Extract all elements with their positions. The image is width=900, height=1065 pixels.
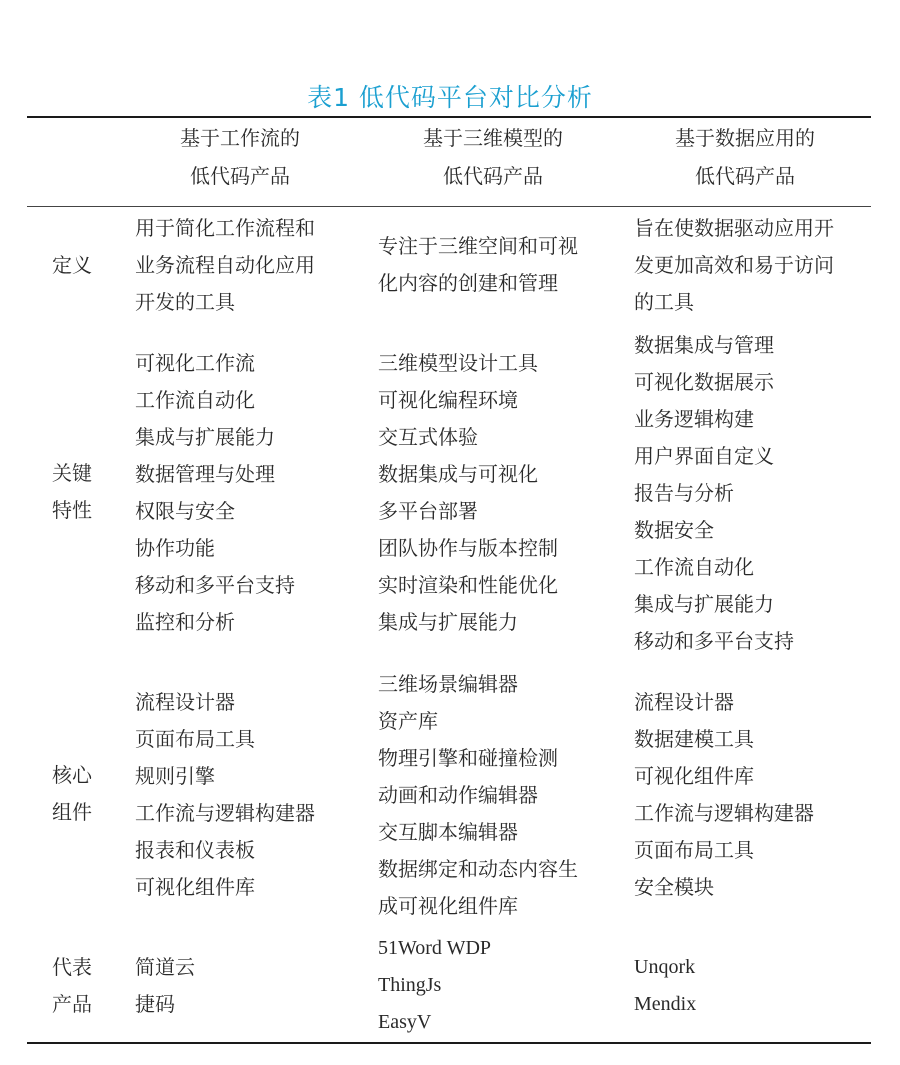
definition-data-cell — [634, 210, 834, 321]
row-label-components — [52, 757, 112, 831]
cell-line: 报表和仪表板 — [135, 838, 255, 862]
cell-line: 规则引擎 — [135, 764, 215, 788]
cell-line: 发更加高效和易于访问 — [634, 253, 834, 277]
row-label-line: 产品 — [52, 992, 92, 1016]
cell-line: 集成与扩展能力 — [634, 592, 774, 616]
row-label-definition — [52, 247, 112, 284]
cell-line: Unqork — [634, 956, 696, 978]
definition-3d-cell — [378, 228, 578, 302]
cell-line: 捷码 — [135, 992, 175, 1016]
cell-line: 开发的工具 — [135, 290, 235, 314]
features-3d-cell — [378, 345, 558, 641]
cell-line: 数据建模工具 — [634, 727, 754, 751]
cell-line: 多平台部署 — [378, 499, 478, 523]
cell-line: 页面布局工具 — [135, 727, 255, 751]
cell-line: 的工具 — [634, 290, 694, 314]
cell-line: 三维模型设计工具 — [378, 351, 538, 375]
cell-line: 数据安全 — [634, 518, 714, 542]
cell-line: 报告与分析 — [634, 481, 734, 505]
cell-line: 业务流程自动化应用 — [135, 253, 315, 277]
cell-line: 集成与扩展能力 — [378, 610, 518, 634]
cell-line: Mendix — [634, 993, 697, 1015]
cell-line: 可视化数据展示 — [634, 370, 774, 394]
row-label-line: 核心 — [52, 763, 92, 787]
cell-line: 业务逻辑构建 — [634, 407, 754, 431]
cell-line: 交互脚本编辑器 — [378, 820, 518, 844]
table-bottom-rule — [27, 1042, 871, 1044]
header-line: 低代码产品 — [190, 164, 290, 188]
cell-line: 安全模块 — [634, 875, 714, 899]
cell-line: 工作流与逻辑构建器 — [634, 801, 814, 825]
row-label-products — [52, 949, 112, 1023]
cell-line: 化内容的创建和管理 — [378, 271, 558, 295]
row-label-line: 特性 — [52, 498, 92, 522]
cell-line: 动画和动作编辑器 — [378, 783, 538, 807]
cell-line: 数据集成与管理 — [634, 333, 774, 357]
header-line: 基于三维模型的 — [423, 126, 563, 150]
row-label-line: 组件 — [52, 800, 92, 824]
components-data-cell — [634, 684, 814, 906]
cell-line: 实时渲染和性能优化 — [378, 573, 558, 597]
cell-line: 移动和多平台支持 — [135, 573, 295, 597]
features-workflow-cell — [135, 345, 295, 641]
cell-line: 协作功能 — [135, 536, 215, 560]
products-workflow-cell — [135, 949, 195, 1023]
row-label-features — [52, 455, 112, 529]
cell-line: ThingJs — [378, 974, 442, 996]
table-caption: 表1 低代码平台对比分析 — [307, 83, 593, 112]
header-line: 低代码产品 — [695, 164, 795, 188]
cell-line: 数据集成与可视化 — [378, 462, 538, 486]
cell-line: EasyV — [378, 1011, 432, 1033]
cell-line: 用于简化工作流程和 — [135, 216, 315, 240]
cell-line: 监控和分析 — [135, 610, 235, 634]
row-label-line: 关键 — [52, 461, 92, 485]
cell-line: 可视化组件库 — [634, 764, 754, 788]
features-data-cell — [634, 327, 794, 660]
cell-line: 用户界面自定义 — [634, 444, 774, 468]
header-3d-model — [388, 119, 598, 195]
row-label-line: 定义 — [52, 253, 92, 277]
cell-line: 数据绑定和动态内容生 — [378, 857, 578, 881]
cell-line: 团队协作与版本控制 — [378, 536, 558, 560]
header-line: 基于工作流的 — [180, 126, 300, 150]
header-workflow — [140, 119, 340, 195]
products-3d-cell — [378, 930, 491, 1041]
cell-line: 集成与扩展能力 — [135, 425, 275, 449]
cell-line: 专注于三维空间和可视 — [378, 234, 578, 258]
cell-line: 工作流自动化 — [135, 388, 255, 412]
cell-line: 权限与安全 — [135, 499, 235, 523]
cell-line: 物理引擎和碰撞检测 — [378, 746, 558, 770]
cell-line: 旨在使数据驱动应用开 — [634, 216, 834, 240]
definition-workflow-cell — [135, 210, 315, 321]
cell-line: 页面布局工具 — [634, 838, 754, 862]
table-header-rule — [27, 206, 871, 207]
cell-line: 工作流自动化 — [634, 555, 754, 579]
header-line: 基于数据应用的 — [675, 126, 815, 150]
cell-line: 51Word WDP — [378, 937, 492, 959]
header-line: 低代码产品 — [443, 164, 543, 188]
row-label-line: 代表 — [52, 955, 92, 979]
products-data-cell — [634, 949, 696, 1023]
table-top-rule — [27, 116, 871, 118]
cell-line: 流程设计器 — [135, 690, 235, 714]
cell-line: 可视化组件库 — [135, 875, 255, 899]
cell-line: 数据管理与处理 — [135, 462, 275, 486]
components-workflow-cell — [135, 684, 315, 906]
cell-line: 可视化编程环境 — [378, 388, 518, 412]
components-3d-cell — [378, 666, 578, 925]
cell-line: 成可视化组件库 — [378, 894, 518, 918]
cell-line: 工作流与逻辑构建器 — [135, 801, 315, 825]
cell-line: 资产库 — [378, 709, 438, 733]
header-data-app — [640, 119, 850, 195]
cell-line: 移动和多平台支持 — [634, 629, 794, 653]
cell-line: 三维场景编辑器 — [378, 672, 518, 696]
cell-line: 简道云 — [135, 955, 195, 979]
cell-line: 可视化工作流 — [135, 351, 255, 375]
cell-line: 交互式体验 — [378, 425, 478, 449]
cell-line: 流程设计器 — [634, 690, 734, 714]
